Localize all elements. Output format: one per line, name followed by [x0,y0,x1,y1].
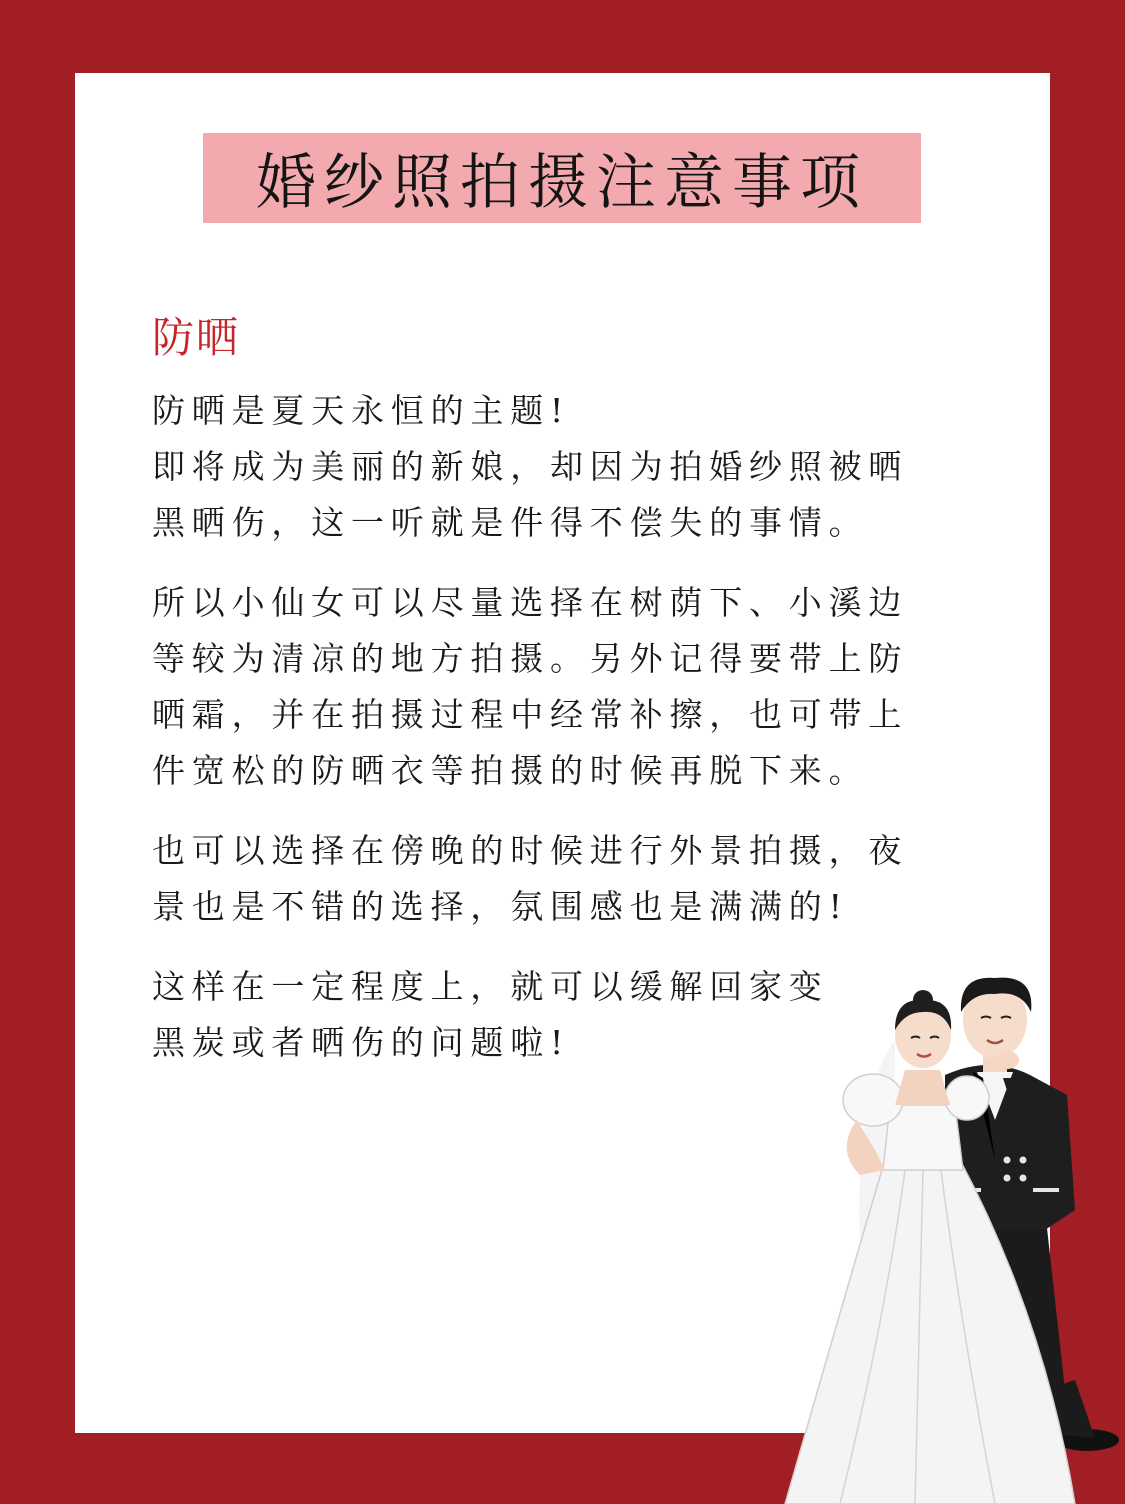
text-line: 晒霜，并在拍摄过程中经常补擦，也可带上 [152,695,909,734]
text-line: 这样在一定程度上，就可以缓解回家变 [152,967,829,1006]
paragraph-3 [152,823,972,935]
paragraph-2 [152,575,972,799]
paragraph-1 [152,383,972,551]
text-line: 防晒是夏天永恒的主题! [152,391,571,430]
text-line: 景也是不错的选择，氛围感也是满满的! [152,887,849,926]
text-line: 等较为清凉的地方拍摄。另外记得要带上防 [152,639,909,678]
text-line: 黑晒伤，这一听就是件得不偿失的事情。 [152,503,869,542]
text-line: 所以小仙女可以尽量选择在树荫下、小溪边 [152,583,909,622]
text-line: 也可以选择在傍晚的时候进行外景拍摄，夜 [152,831,909,870]
text-line: 黑炭或者晒伤的问题啦! [152,1023,571,1062]
bride-and-groom-illustration [745,960,1125,1504]
title-banner [203,133,921,223]
text-line: 即将成为美丽的新娘，却因为拍婚纱照被晒 [152,447,909,486]
text-line: 件宽松的防晒衣等拍摄的时候再脱下来。 [152,751,869,790]
page-title: 婚纱照拍摄注意事项 [256,148,868,218]
section-heading: 防晒 [152,313,241,362]
